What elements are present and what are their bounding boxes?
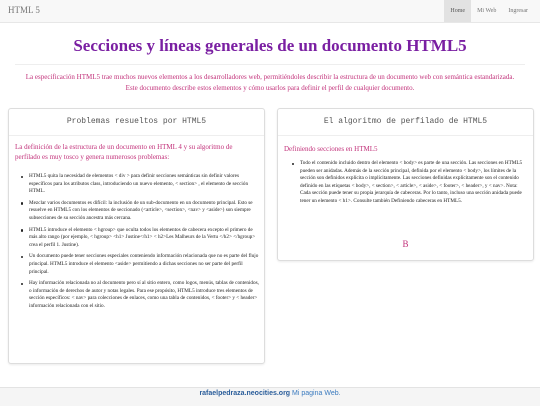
list-item: Un documento puede tener secciones especiales conteniendo información relacionada que no es parte del flujo principal. HTML5 introduce el elemento <aside> permitiendo a dichas secciones no ser parte del perfil principal.	[21, 253, 259, 276]
nav-mi-web-link[interactable]: Mi Web	[477, 8, 497, 14]
page-footer	[0, 387, 540, 406]
list-item: HTML5 introduce el elemento < hgroup> que oculta todos los elementos de cabecera excepto el primero de más alto rango (por ejemplo, < hgroup> <h1> Justine</h1> < h2>Les Malheurs de la Vertu </h2> </hgroup> crea el perfil 1. Justine).	[21, 227, 259, 250]
algorithm-intro: Definiendo secciones en HTML5	[284, 145, 378, 153]
problems-panel-heading: Problemas resueltos por HTML5	[9, 109, 264, 136]
lead-paragraph: La especificación HTML5 trae muchos nuevos elementos a los desarrolladores web, permitiéndoles describir la estructura de un documento web con semántica estandarizada. Este documento describe estos elementos y cómo usarlos para definir el perfil de cualquier documento.	[25, 73, 515, 92]
problems-intro: La definición de la estructura de un documento en HTML 4 y su algoritmo de perfilado es muy tosco y genera numerosos problemas:	[15, 143, 233, 161]
list-item: Todo el contenido incluido dentro del elemento < body> es parte de una sección. Las secciones en HTML5 pueden ser anidadas. Además de la sección principal, definida por el elemento < body>, los límites de la sección son definidos explícita o implícitamente. Las secciones definidas explícitamente son el contenido definido en las etiquetas < body>, < section>, < article>, < aside>, < footer>, < header>, y < nav>. Nota: Cada sección puede tener su propia jerarquía de cabeceras. Por lo tanto, incluso una sección anidada puede tener un elemento < h1>. Consulte también Definiendo cabeceras en HTML5.	[292, 160, 526, 206]
footer-site-link[interactable]: rafaelpedraza.neocities.org	[199, 390, 291, 397]
algorithm-panel	[277, 108, 534, 261]
nav-links	[444, 0, 534, 22]
problems-panel	[8, 108, 265, 364]
nav-home-link[interactable]: Home	[444, 0, 471, 22]
algorithm-list	[292, 160, 526, 210]
panel-mark: B	[402, 239, 409, 249]
top-navbar	[0, 0, 540, 23]
list-item: HTML5 quita la necesidad de elementos < div > para definir secciones semánticas sin definir valores específicos para los atributos class, introduciendo un nuevo elemento, < section> , el elemento de sección HTML.	[21, 173, 259, 196]
page-title: Secciones y líneas generales de un documento HTML5	[73, 36, 467, 55]
header-divider	[15, 64, 525, 65]
problems-list	[21, 173, 259, 315]
brand-link[interactable]: HTML 5	[8, 5, 40, 15]
nav-ingresar-link[interactable]: Ingresar	[508, 8, 528, 14]
algorithm-panel-heading: El algoritmo de perfilado de HTML5	[278, 109, 533, 136]
list-item: Hay información relacionada no al documento pero sí al sitio entero, como logos, menús, tablas de contenidos, o información de derechos de autor y notas legales. Para ese propósito, HTML5 introduce tres elementos de sección específicos: < nav> para colecciones de enlaces, como una tabla de contenidos, < footer> y < header> información relacionada con el sitio.	[21, 280, 259, 310]
list-item: Mezclar varios documentos es difícil: la inclusión de un sub-documento en un documento principal. Esto se resuelve en HTML5 con los elementos de seccionado (<article>, <section>, <nav> y <aside>) son siempre subsecciones de su sección ancestra más cercana.	[21, 200, 259, 223]
footer-tagline: Mi pagina Web.	[292, 390, 341, 397]
